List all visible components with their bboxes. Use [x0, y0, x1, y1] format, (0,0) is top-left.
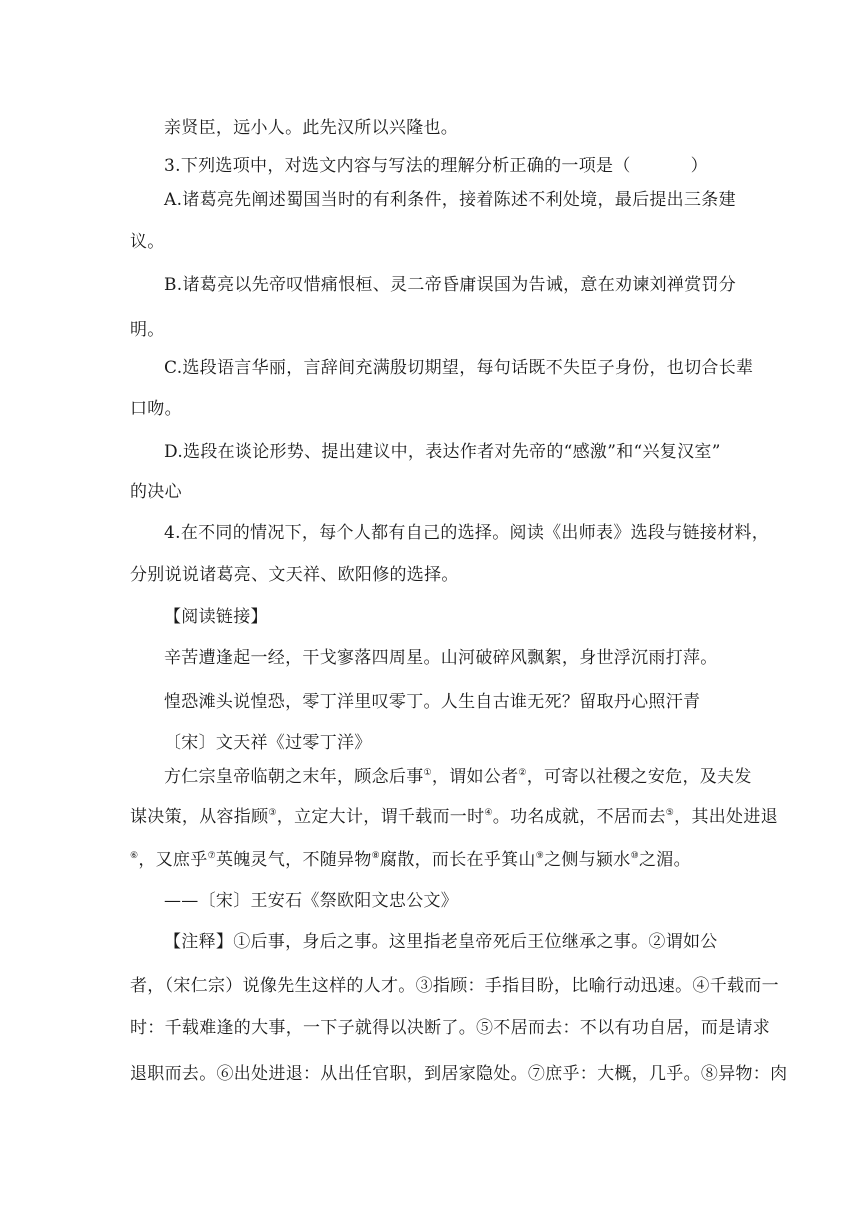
note-marker: ⑩: [630, 851, 639, 861]
text-run: 之湄。: [638, 850, 691, 870]
text-run: ，又庶乎: [138, 850, 208, 870]
note-marker: ⑦: [207, 851, 216, 861]
text-run: 。功名成就，不居而去: [492, 807, 666, 827]
annotation-line: 时：千载难逢的大事，一下子就得以决断了。⑤不居而去：不以有功自居，而是请求: [130, 1018, 771, 1038]
text-run: ，其出处进退: [674, 807, 778, 827]
section-heading: 【阅读链接】: [164, 607, 268, 627]
option-a-cont: 议。: [130, 232, 165, 252]
note-marker: ④: [484, 808, 493, 818]
prose-line: [130, 848, 691, 872]
text-run: 英魄灵气，不随异物: [215, 850, 372, 870]
question-3-paren: ）: [690, 156, 708, 176]
option-a: A.诸葛亮先阐述蜀国当时的有利条件，接着陈述不利处境，最后提出三条建: [164, 190, 736, 210]
note-marker: ⑧: [371, 851, 381, 861]
annotation-line: 者，（宋仁宗）说像先生这样的人才。③指顾：手指目盼，比喻行动迅速。④千载而一: [130, 976, 779, 996]
prose-line: [164, 765, 752, 789]
note-marker: ③: [268, 808, 277, 818]
option-d-cont: 的决心: [130, 482, 182, 502]
option-b: B.诸葛亮以先帝叹惜痛恨桓、灵二帝昏庸误国为告诫，意在劝谏刘禅赏罚分: [164, 275, 737, 295]
text-run: 腐散，而长在乎箕山: [380, 850, 536, 870]
note-marker: ⑥: [130, 851, 139, 861]
poem-line: 辛苦遭逢起一经，干戈寥落四周星。山河破碎风飘絮，身世浮沉雨打萍。: [164, 648, 718, 668]
text-run: ，立定大计，谓千载而一时: [276, 807, 485, 827]
poem-line: 惶恐滩头说惶恐，零丁洋里叹零丁。人生自古谁无死？留取丹心照汗青: [164, 692, 701, 712]
poem-attribution: 〔宋〕文天祥《过零丁洋》: [164, 733, 372, 753]
text-run: 谋决策，从容指顾: [130, 807, 269, 827]
text-run: 之侧与颍水: [544, 850, 631, 870]
question-4: 4.在不同的情况下，每个人都有自己的选择。阅读《出师表》选段与链接材料，: [164, 523, 770, 543]
note-marker: ⑨: [535, 851, 545, 861]
option-c-cont: 口吻。: [130, 399, 182, 419]
option-b-cont: 明。: [130, 320, 165, 340]
text-run: ，谓如公者: [431, 767, 519, 787]
annotation-line: 【注释】①后事，身后之事。这里指老皇帝死后王位继承之事。②谓如公: [164, 932, 718, 952]
question-3-stem: 3.下列选项中，对选文内容与写法的理解分析正确的一项是（: [164, 156, 631, 176]
note-marker: ⑤: [665, 808, 675, 818]
text-line: 亲贤臣，远小人。此先汉所以兴隆也。: [164, 118, 459, 138]
question-3: [164, 154, 708, 178]
prose-attribution: ——〔宋〕王安石《祭欧阳文忠公文》: [164, 891, 459, 911]
annotation-line: 退职而去。⑥出处进退：从出任官职，到居家隐处。⑦庶乎：大概，几乎。⑧异物：肉: [130, 1064, 788, 1084]
text-run: 方仁宗皇帝临朝之末年，顾念后事: [164, 767, 424, 787]
prose-line: [130, 805, 778, 829]
note-marker: ①: [423, 768, 432, 778]
note-marker: ②: [518, 768, 527, 778]
option-d: D.选段在谈论形势、提出建议中，表达作者对先帝的“感激”和“兴复汉室”: [164, 442, 721, 462]
option-c: C.选段语言华丽，言辞间充满殷切期望，每句话既不失臣子身份，也切合长辈: [164, 358, 754, 378]
question-4-cont: 分别说说诸葛亮、文天祥、欧阳修的选择。: [130, 565, 459, 585]
text-run: ，可寄以社稷之安危，及夫发: [526, 767, 752, 787]
